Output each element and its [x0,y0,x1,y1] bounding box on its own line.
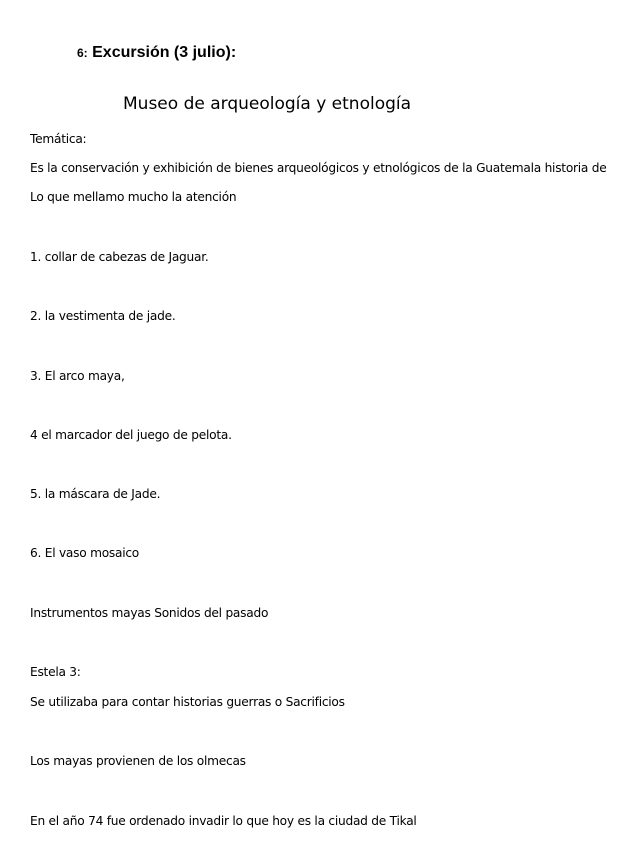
paragraph-line: Se utilizaba para contar historias guerras o Sacrificios [30,695,345,709]
section-heading [77,44,236,62]
list-item: 4 el marcador del juego de pelota. [30,428,232,442]
paragraph-line: Instrumentos mayas Sonidos del pasado [30,606,269,620]
paragraph-line: En el año 74 fue ordenado invadir lo que hoy es la ciudad de Tikal [30,814,417,828]
section-number: 6: [77,46,88,60]
page-title: Museo de arqueología y etnología [123,94,412,114]
list-item: 2. la vestimenta de jade. [30,309,176,323]
list-item: 5. la máscara de Jade. [30,487,161,501]
list-item: 6. El vaso mosaico [30,546,140,560]
paragraph-line: Es la conservación y exhibición de bienes arqueológicos y etnológicos de la Guatemala historia de [30,161,607,175]
section-heading-text: Excursión (3 julio): [92,44,237,61]
topic-label: Temática: [30,132,87,146]
paragraph-line: Lo que mellamo mucho la atención [30,190,237,204]
paragraph-line: Los mayas provienen de los olmecas [30,754,246,768]
list-item: 3. El arco maya, [30,369,125,383]
list-item: 1. collar de cabezas de Jaguar. [30,250,209,264]
paragraph-line: Estela 3: [30,665,81,679]
